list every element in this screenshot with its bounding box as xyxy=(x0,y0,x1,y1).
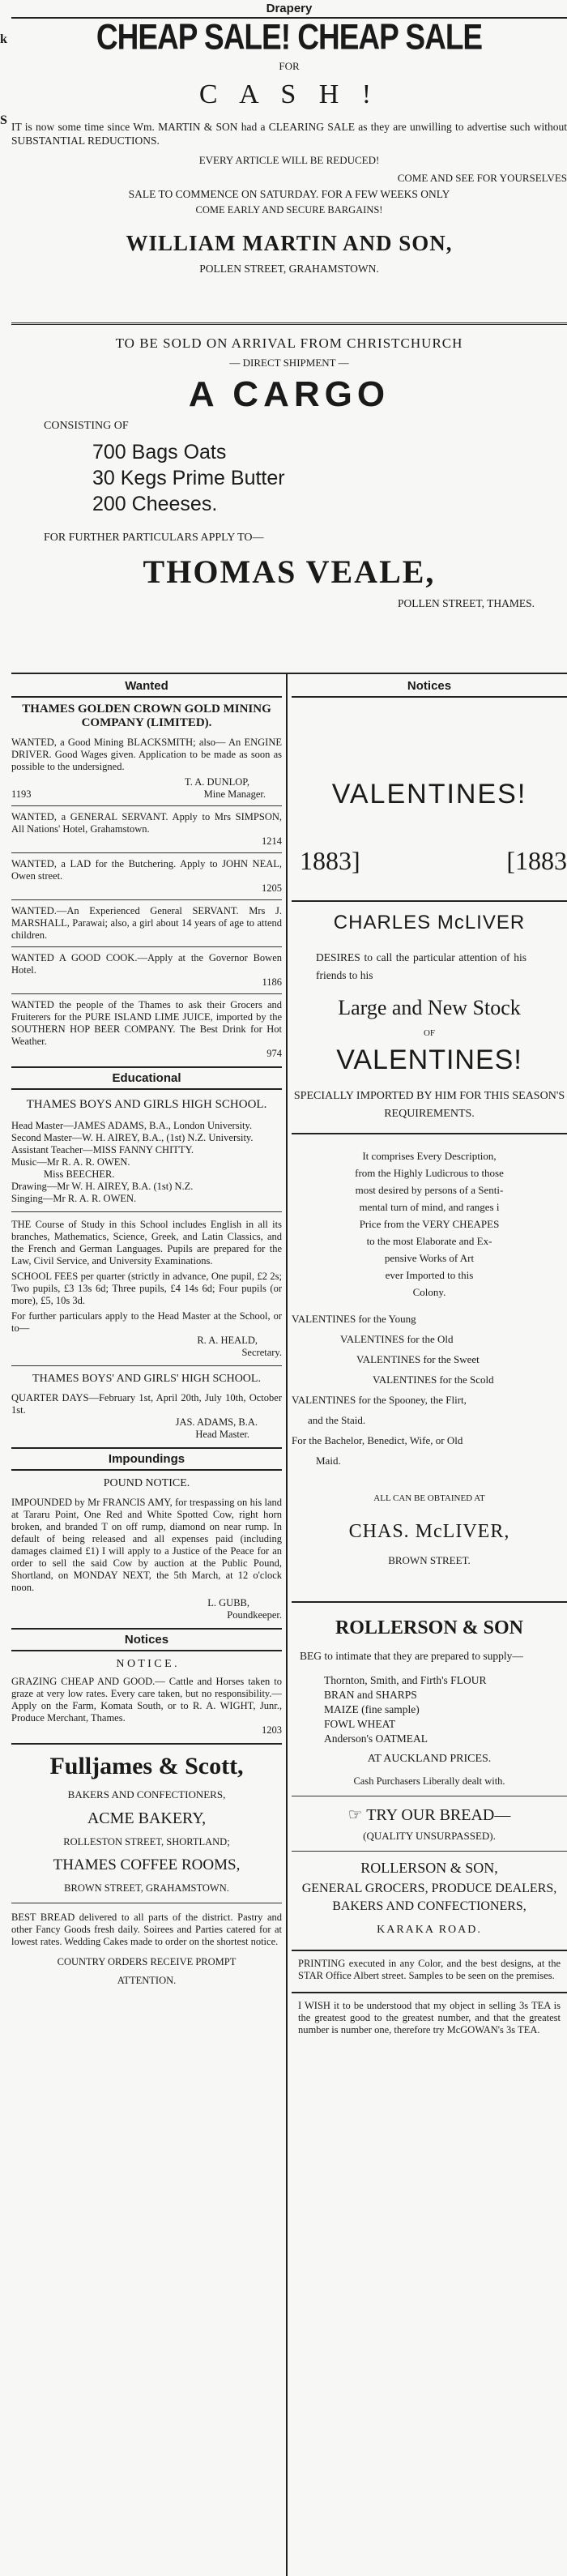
of-label: OF xyxy=(423,1028,436,1038)
valentine-list-item: Maid. xyxy=(316,1455,341,1467)
rollerson-cash: Cash Purchasers Liberally dealt with. xyxy=(353,1775,505,1787)
wanted-company: THAMES GOLDEN CROWN GOLD MINING COMPANY (LIMITED). xyxy=(22,703,271,729)
sale-body-1: IT is now some time since Wm. MARTIN & SON had a CLEARING SALE as they are unwilling to advertise such without SUBSTANTIAL REDUCTIONS. xyxy=(11,121,567,147)
cargo-item: 200 Cheeses. xyxy=(92,493,218,515)
cargo-item: 700 Bags Oats xyxy=(92,441,227,464)
notice-body: GRAZING CHEAP AND GOOD.— Cattle and Horses taken to graze at very low rates. Every care taken, but no responsibility.—Apply on the Farm, Komata South, or to R. A. WIGHT, Junr., Produce Merchant, Thames. xyxy=(11,1676,282,1724)
sale-body-4: SALE TO COMMENCE ON SATURDAY. FOR A FEW WEEKS ONLY xyxy=(128,188,450,200)
sale-body-5: COME EARLY AND SECURE BARGAINS! xyxy=(195,204,383,216)
rollerson-name: ROLLERSON & SON xyxy=(335,1617,524,1638)
cargo-address: POLLEN STREET, THAMES. xyxy=(397,597,535,609)
edge-letter: k xyxy=(0,32,7,46)
rollerson-firm: ROLLERSON & SON, xyxy=(360,1860,498,1876)
divider xyxy=(11,323,567,325)
notice-num: 1203 xyxy=(262,1724,282,1736)
comprises-line: from the Highly Ludicrous to those xyxy=(355,1167,504,1179)
bread-body: BEST BREAD delivered to all parts of the district. Pastry and other Fancy Goods fresh daily. Soirees and Parties catered for at lowest rates. Wedding Cakes made to order on the shortest notice. xyxy=(11,1912,282,1947)
edu-sign-role: Secretary. xyxy=(241,1347,282,1358)
country-orders: COUNTRY ORDERS RECEIVE PROMPT xyxy=(57,1956,237,1967)
wanted-ad-5-num: 1186 xyxy=(262,976,282,988)
wanted-ad-2-num: 1214 xyxy=(262,835,282,847)
cargo-headline: A CARGO xyxy=(188,374,390,414)
year-left: 1883] xyxy=(300,846,360,875)
valentine-list-item: VALENTINES for the Sweet xyxy=(356,1353,480,1365)
section-header-notices-right: Notices xyxy=(292,676,567,698)
staff-line: Second Master—W. H. AIREY, B.A., (1st) N.Z. University. xyxy=(11,1132,254,1143)
merchant-name: CHARLES McLIVER xyxy=(333,912,526,933)
obtained-text: ALL CAN BE OBTAINED AT xyxy=(373,1493,485,1503)
wanted-ad-6-num: 974 xyxy=(266,1048,282,1059)
rollerson-intro: BEG to intimate that they are prepared to supply— xyxy=(300,1650,523,1662)
wanted-ad-1: WANTED, a Good Mining BLACKSMITH; also— An ENGINE DRIVER. Good Wages given. Application to be made as soon as possible to the undersigned. xyxy=(11,737,282,772)
staff-line: Miss BEECHER. xyxy=(44,1168,115,1180)
section-header-impoundings: Impoundings xyxy=(11,1447,282,1471)
section-header-educational: Educational xyxy=(11,1066,282,1090)
rollerson-item: Thornton, Smith, and Firth's FLOUR xyxy=(324,1674,487,1686)
quarter-days: QUARTER DAYS—February 1st, April 20th, July 10th, October 1st. xyxy=(11,1392,282,1416)
section-header-wanted: Wanted xyxy=(11,676,282,698)
sale-body-3: COME AND SEE FOR YOURSELVES xyxy=(397,172,567,184)
wanted-ad-5: WANTED A GOOD COOK.—Apply at the Governor Bowen Hotel. xyxy=(11,952,282,976)
valentines-heading-2: VALENTINES! xyxy=(336,1044,522,1075)
bread-quality: (QUALITY UNSURPASSED). xyxy=(363,1830,496,1842)
attention: ATTENTION. xyxy=(117,1975,177,1986)
cargo-line-1: TO BE SOLD ON ARRIVAL FROM CHRISTCHURCH xyxy=(115,335,463,351)
school-name-2: THAMES BOYS' AND GIRLS' HIGH SCHOOL. xyxy=(32,1373,261,1385)
cargo-line-2: — DIRECT SHIPMENT — xyxy=(229,357,349,369)
firm-name: WILLIAM MARTIN AND SON, xyxy=(126,231,453,255)
valentine-list-item: and the Staid. xyxy=(308,1414,366,1426)
tea-body: I WISH it to be understood that my object in selling 3s TEA is the greatest good to the greatest number, and that the greatest number is number one, therefore try McGOWAN's 3s TEA. xyxy=(298,2000,561,2036)
fulljames-name: Fulljames & Scott, xyxy=(49,1753,244,1779)
valentine-list-item: For the Bachelor, Benedict, Wife, or Old xyxy=(292,1434,463,1446)
coffee-rooms: THAMES COFFEE ROOMS, xyxy=(53,1856,241,1873)
cargo-item: 30 Kegs Prime Butter xyxy=(92,467,285,489)
rollerson-item: Anderson's OATMEAL xyxy=(324,1732,428,1745)
rollerson-road: KARAKA ROAD. xyxy=(377,1924,482,1936)
comprises-line: mental turn of mind, and ranges i xyxy=(359,1201,500,1213)
rollerson-desc: GENERAL GROCERS, PRODUCE DEALERS, BAKERS AND CONFECTIONERS, xyxy=(301,1882,557,1913)
divider xyxy=(11,673,567,674)
staff-line: Head Master—JAMES ADAMS, B.A., London University. xyxy=(11,1120,253,1131)
acme-bakery: ACME BAKERY, xyxy=(87,1809,207,1827)
comprises-line: Price from the VERY CHEAPES xyxy=(359,1218,500,1230)
firm-address: POLLEN STREET, GRAHAMSTOWN. xyxy=(199,263,379,275)
cheap-sale-headline: CHEAP SALE! CHEAP SALE xyxy=(96,19,483,57)
rollerson-item: BRAN and SHARPS xyxy=(324,1689,417,1701)
shop-name: CHAS. McLIVER, xyxy=(348,1521,510,1542)
school-name: THAMES BOYS AND GIRLS HIGH SCHOOL. xyxy=(26,1098,267,1111)
valentine-list-item: VALENTINES for the Young xyxy=(292,1313,416,1325)
rollerson-item: MAIZE (fine sample) xyxy=(324,1703,420,1715)
staff-line: Drawing—Mr W. H. AIREY, B.A. (1st) N.Z. xyxy=(11,1181,194,1192)
fees-text: SCHOOL FEES per quarter (strictly in advance, One pupil, £2 2s; Two pupils, £3 13s 6d; Three pupils, £4 14s 6d; Four pupils (or more), £5, 10s 3d. xyxy=(11,1271,282,1306)
comprises-line: ever Imported to this xyxy=(385,1269,474,1281)
wanted-ad-1-role: Mine Manager. xyxy=(203,788,266,800)
comprises-line: It comprises Every Description, xyxy=(362,1150,497,1162)
wanted-ad-4: WANTED.—An Experienced General SERVANT. Mrs J. MARSHALL, Parawai; also, a girl about 14 years of age to attend children. xyxy=(11,905,282,941)
comprises-line: most desired by persons of a Senti- xyxy=(355,1184,504,1196)
try-bread: ☞ TRY OUR BREAD— xyxy=(347,1806,511,1824)
sale-body-2: EVERY ARTICLE WILL BE REDUCED! xyxy=(198,154,380,166)
consisting-label: CONSISTING OF xyxy=(44,420,129,432)
cargo-ad xyxy=(11,335,567,660)
comprises-line: pensive Works of Art xyxy=(384,1252,475,1264)
shop-street: BROWN STREET. xyxy=(388,1554,471,1566)
valentine-list-item: VALENTINES for the Scold xyxy=(373,1373,494,1386)
section-header-drapery: Drapery xyxy=(11,0,567,19)
staff-line: Music—Mr R. A. R. OWEN. xyxy=(11,1156,130,1168)
cash-heading: C A S H ! xyxy=(198,79,380,109)
wanted-ad-1-num: 1193 xyxy=(11,788,32,800)
large-stock: Large and New Stock xyxy=(338,996,521,1019)
staff-line: Singing—Mr R. A. R. OWEN. xyxy=(11,1193,137,1204)
fulljames-sub: BAKERS AND CONFECTIONERS, xyxy=(67,1788,226,1801)
pound-sign-role: Poundkeeper. xyxy=(227,1609,282,1621)
bakery-address: ROLLESTON STREET, SHORTLAND; xyxy=(63,1836,230,1848)
wanted-ad-3: WANTED, a LAD for the Butchering. Apply to JOHN NEAL, Owen street. xyxy=(11,858,282,882)
course-text: THE Course of Study in this School includes English in all its branches, Mathematics, Science, Greek, and Latin Classics, and the French and German Languages. Pupils are prepared for the Law, Civil Service, and University Examinations. xyxy=(11,1219,282,1267)
edu-sign-2-role: Head Master. xyxy=(195,1429,249,1440)
desires-text: DESIRES to call the particular attention of his friends to his xyxy=(316,951,526,981)
edge-letter: S xyxy=(0,113,7,127)
valentine-list-item: VALENTINES for the Spooney, the Flirt, xyxy=(292,1394,467,1406)
column-divider xyxy=(286,673,288,2576)
wanted-ad-1-sign: T. A. DUNLOP, xyxy=(185,776,249,788)
pound-sign: L. GUBB, xyxy=(207,1597,249,1608)
wanted-ad-3-num: 1205 xyxy=(262,882,282,894)
cargo-apply: FOR FURTHER PARTICULARS APPLY TO— xyxy=(44,532,264,544)
left-column xyxy=(11,676,282,2576)
rollerson-prices: AT AUCKLAND PRICES. xyxy=(367,1753,492,1765)
comprises-line: Colony. xyxy=(412,1286,446,1298)
cheap-sale-ad xyxy=(11,19,567,311)
valentines-heading: VALENTINES! xyxy=(331,779,527,810)
section-header-notices-left: Notices xyxy=(11,1628,282,1651)
rollerson-item: FOWL WHEAT xyxy=(324,1718,396,1730)
pound-title: POUND NOTICE. xyxy=(103,1477,190,1489)
notice-title: N O T I C E . xyxy=(116,1658,177,1670)
edu-sign: R. A. HEALD, xyxy=(197,1335,258,1346)
wanted-ad-2: WANTED, a GENERAL SERVANT. Apply to Mrs SIMPSON, All Nations' Hotel, Grahamstown. xyxy=(11,811,282,835)
year-right: [1883 xyxy=(506,846,567,875)
for-label: FOR xyxy=(279,60,300,72)
pound-body: IMPOUNDED by Mr FRANCIS AMY, for trespassing on his land at Tararu Point, One Red and White Spotted Cow, right horn broken, and branded T on off rump, diamond on near rump. In default of being released and all expenses paid (including damages claimed £1) I will apply to a Justice of the Peace for an order to sell the said Cow by auction at the Public Pound, Shortland, on MONDAY NEXT, the 5th March, at 12 o'clock noon. xyxy=(11,1497,282,1593)
printing-body: PRINTING executed in any Color, and the best designs, at the STAR Office Albert street. Samples to be seen on the premises. xyxy=(298,1958,561,1981)
wanted-ad-6: WANTED the people of the Thames to ask their Grocers and Fruiterers for the PURE ISLAND LIME JUICE, imported by the SOUTHERN HOP BEER COMPANY. The Best Drink for Hot Weather. xyxy=(11,999,282,1047)
valentine-list-item: VALENTINES for the Old xyxy=(340,1333,454,1345)
coffee-address: BROWN STREET, GRAHAMSTOWN. xyxy=(64,1882,229,1894)
cargo-name: THOMAS VEALE, xyxy=(143,553,436,590)
staff-line: Assistant Teacher—MISS FANNY CHITTY. xyxy=(11,1144,194,1156)
further-text: For further particulars apply to the Head Master at the School, or to— xyxy=(11,1310,282,1334)
comprises-line: to the most Elaborate and Ex- xyxy=(366,1235,492,1247)
right-column xyxy=(292,676,567,2576)
edu-sign-2: JAS. ADAMS, B.A. xyxy=(175,1416,258,1428)
imported-text: SPECIALLY IMPORTED BY HIM FOR THIS SEASON'S REQUIREMENTS. xyxy=(293,1090,565,1120)
